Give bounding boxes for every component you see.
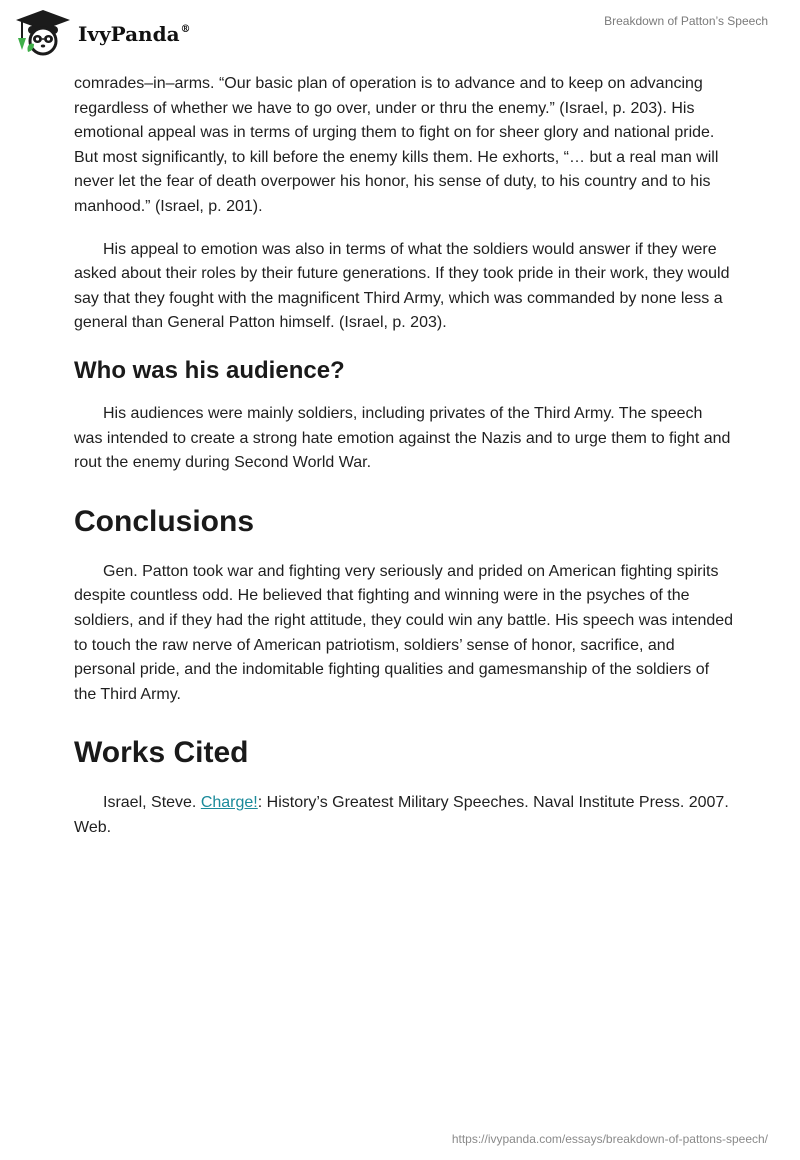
paragraph: His appeal to emotion was also in terms of what the soldiers would answer if they were asked about their roles by their future generations. If they took pride in their work, they would say that they fought with the magnificent Third Army, which was commanded by none less a general than General Patton himself. (Israel, p. 203). <box>74 240 730 332</box>
footer-url[interactable]: https://ivypanda.com/essays/breakdown-of-pattons-speech/ <box>451 1132 768 1146</box>
logo-wordmark: IvyPanda® <box>78 22 191 46</box>
citation-text-after: : History’s Greatest Military Speeches. Naval Institute Press. 2007. Web. <box>74 794 729 836</box>
paragraph: comrades–in–arms. “Our basic plan of operation is to advance and to keep on advancing regardless of whether we have to go over, under or thru the enemy.” (Israel, p. 203). His emotional appeal was in terms of urging them to fight on for sheer glory and national pride. But most significantly, to kill before the enemy kills them. He exhorts, “… but a real man will never let the fear of death overpower his honor, his sense of duty, to his country and to his manhood.” (Israel, p. 201). <box>74 75 719 215</box>
citation-entry <box>74 791 734 840</box>
paragraph: Gen. Patton took war and fighting very seriously and prided on American fighting spirits despite countless odd. He believed that fighting and winning were in the psyches of the soldiers, and if they had the right attitude, they could win any battle. His speech was intended to touch the raw nerve of American patriotism, soldiers’ sense of honor, sacrifice, and personal pride, and the indomitable fighting qualities and gamesmanship of the soldiers of the Third Army. <box>74 562 734 703</box>
section-heading-audience: Who was his audience? <box>74 356 345 384</box>
section-heading-conclusions: Conclusions <box>74 504 255 538</box>
panda-graduate-icon <box>14 8 72 56</box>
ivypanda-logo[interactable] <box>14 8 191 56</box>
page-header <box>0 0 800 66</box>
document-title: Breakdown of Patton’s Speech <box>604 14 768 28</box>
citation-text-before: Israel, Steve. <box>103 794 201 812</box>
paragraph: His audiences were mainly soldiers, including privates of the Third Army. The speech was intended to create a strong hate emotion against the Nazis and to urge them to fight and rout the enemy during Second World War. <box>74 404 731 472</box>
section-heading-works-cited: Works Cited <box>74 736 249 770</box>
citation-link[interactable]: Charge! <box>200 794 258 812</box>
essay-body <box>74 72 734 840</box>
